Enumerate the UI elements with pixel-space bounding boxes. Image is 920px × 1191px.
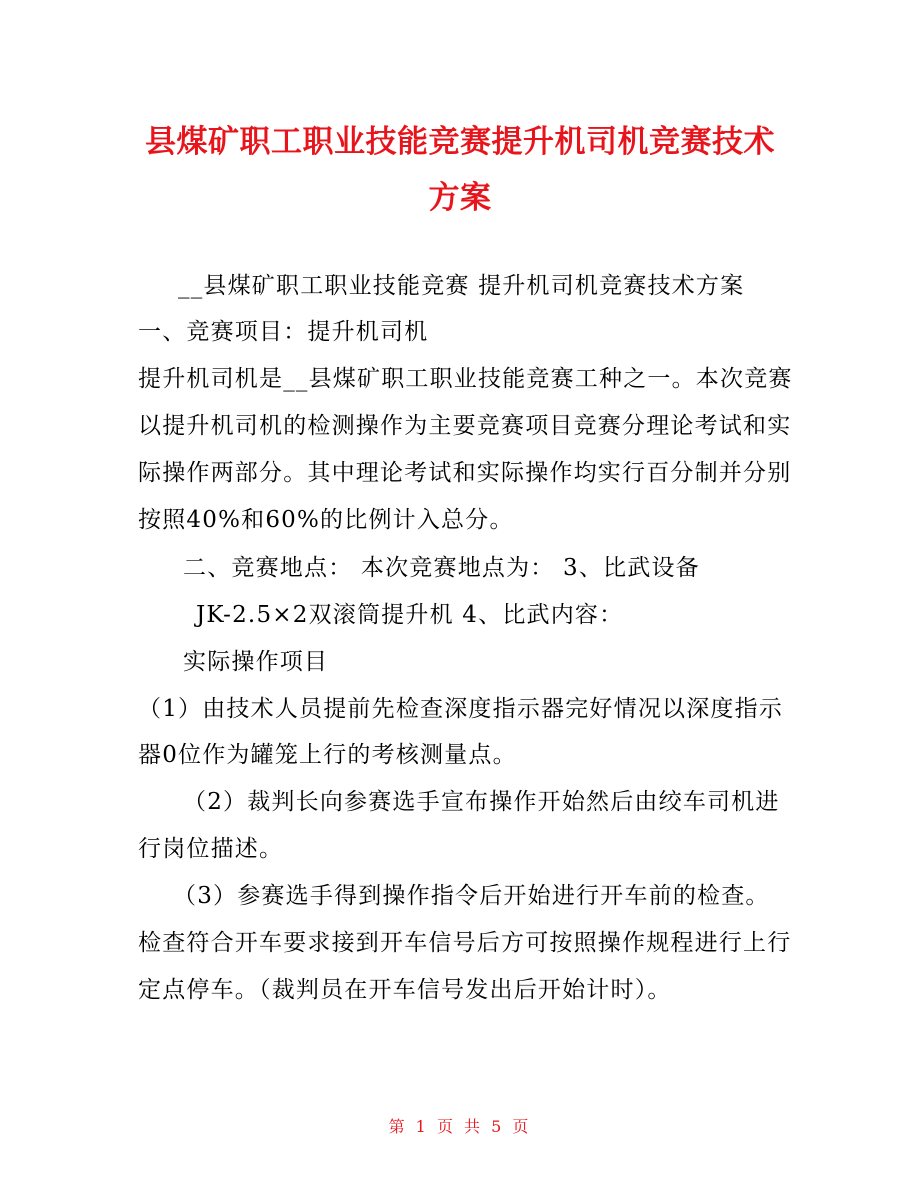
paragraph-line: （3）参赛选手得到操作指令后开始进行开车前的检查。 <box>173 883 770 909</box>
paragraph-line: __县煤矿职工职业技能竞赛 提升机司机竞赛技术方案 <box>178 273 745 299</box>
paragraph-line: 按照40%和60%的比例计入总分。 <box>138 507 514 533</box>
paragraph-line: 实际操作项目 <box>183 649 329 675</box>
document-title-line-2: 方案 <box>428 180 492 216</box>
paragraph-line: （1）由技术人员提前先检查深度指示器完好情况以深度指示 <box>138 696 784 722</box>
paragraph-line: 器0位作为罐笼上行的考核测量点。 <box>138 742 517 768</box>
paragraph-line: 检查符合开车要求接到开车信号后方可按照操作规程进行上行 <box>138 930 792 956</box>
paragraph-line: 一、竞赛项目：提升机司机 <box>138 319 429 345</box>
paragraph-line: 二、竞赛地点： 本次竞赛地点为： 3、比武设备 <box>183 555 700 581</box>
paragraph-line: 以提升机司机的检测操作为主要竞赛项目竞赛分理论考试和实 <box>138 413 792 439</box>
paragraph-line: 际操作两部分。其中理论考试和实际操作均实行百分制并分别 <box>138 460 792 486</box>
page-number-footer: 第 1 页 共 5 页 <box>388 1117 532 1136</box>
paragraph-line: 提升机司机是__县煤矿职工职业技能竞赛工种之一。本次竞赛 <box>138 366 793 392</box>
paragraph-line: （2）裁判长向参赛选手宣布操作开始然后由绞车司机进 <box>183 789 780 815</box>
document-title-line-1: 县煤矿职工职业技能竞赛提升机司机竞赛技术 <box>145 124 775 160</box>
paragraph-line: 定点停车。（裁判员在开车信号发出后开始计时）。 <box>138 977 672 1003</box>
paragraph-line: JK-2.5×2双滚筒提升机 4、比武内容： <box>196 602 624 628</box>
paragraph-line: 行岗位描述。 <box>138 836 284 862</box>
